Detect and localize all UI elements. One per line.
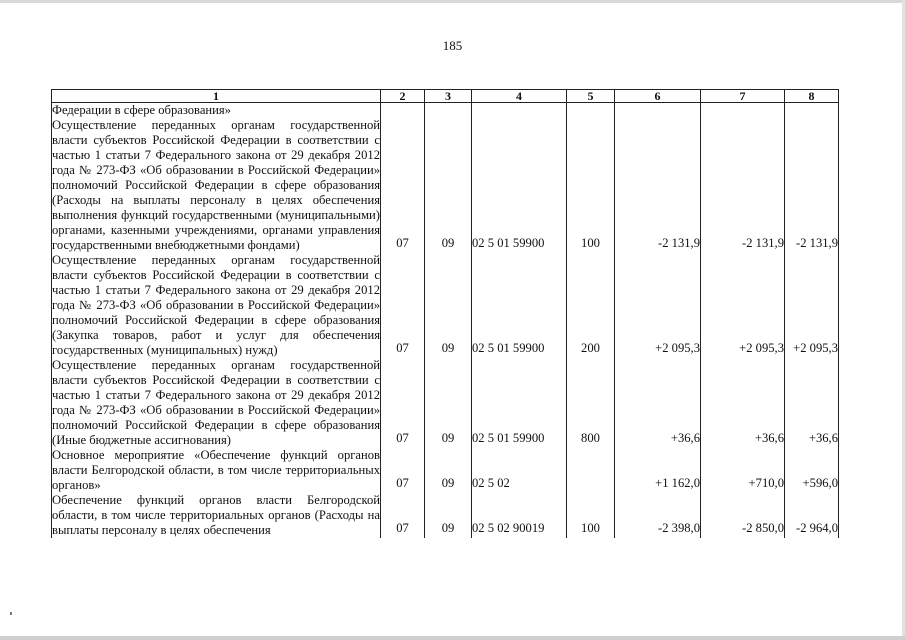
row-section bbox=[381, 103, 425, 119]
row-amount-year3: -2 964,0 bbox=[785, 493, 839, 538]
row-target-article: 02 5 02 90019 bbox=[472, 493, 567, 538]
row-amount-year3 bbox=[785, 103, 839, 119]
scan-edge-top bbox=[0, 0, 905, 3]
scan-mark bbox=[10, 612, 12, 615]
table-row bbox=[52, 103, 839, 119]
row-description: Осуществление переданных органам государственной власти субъектов Российской Федерации в соответствии с частью 1 статьи 7 Федерального закона от 29 декабря 2012 года № 273-ФЗ «Об образовании в Российской Федерации» полномочий Российской Федерации в сфере образования (Иные бюджетные ассигнования) bbox=[52, 358, 380, 447]
row-target-article bbox=[472, 103, 567, 119]
row-amount-year3: +2 095,3 bbox=[785, 253, 839, 358]
row-subsection: 09 bbox=[425, 358, 472, 448]
row-section: 07 bbox=[381, 253, 425, 358]
row-description: Осуществление переданных органам государственной власти субъектов Российской Федерации в соответствии с частью 1 статьи 7 Федерального закона от 29 декабря 2012 года № 273-ФЗ «Об образовании в Российской Федерации» полномочий Российской Федерации в сфере образования (Закупка товаров, работ и услуг для обеспечения государственных (муниципальных) нужд) bbox=[52, 253, 380, 357]
header-col-6: 6 bbox=[615, 90, 701, 103]
row-section: 07 bbox=[381, 493, 425, 538]
row-section: 07 bbox=[381, 118, 425, 253]
page-number: 185 bbox=[442, 38, 463, 53]
row-expense-type bbox=[567, 103, 615, 119]
header-row bbox=[52, 90, 839, 103]
row-description: Федерации в сфере образования» bbox=[52, 103, 381, 119]
row-amount-year2: +710,0 bbox=[701, 448, 785, 493]
row-amount-year3: +36,6 bbox=[785, 358, 839, 448]
budget-table bbox=[51, 89, 839, 538]
row-expense-type bbox=[567, 448, 615, 493]
row-section: 07 bbox=[381, 448, 425, 493]
row-subsection bbox=[425, 103, 472, 119]
row-subsection: 09 bbox=[425, 448, 472, 493]
row-description: Основное мероприятие «Обеспечение функций органов власти Белгородской области, в том числе территориальных органов» bbox=[52, 448, 380, 492]
row-expense-type: 100 bbox=[567, 118, 615, 253]
row-amount-year2: -2 850,0 bbox=[701, 493, 785, 538]
header-col-8: 8 bbox=[785, 90, 839, 103]
row-subsection: 09 bbox=[425, 253, 472, 358]
row-amount-year2: -2 131,9 bbox=[701, 118, 785, 253]
row-subsection: 09 bbox=[425, 118, 472, 253]
header-col-7: 7 bbox=[701, 90, 785, 103]
header-col-3: 3 bbox=[425, 90, 472, 103]
row-subsection: 09 bbox=[425, 493, 472, 538]
row-expense-type: 200 bbox=[567, 253, 615, 358]
row-target-article: 02 5 01 59900 bbox=[472, 253, 567, 358]
table-row bbox=[52, 493, 839, 538]
table-row bbox=[52, 118, 839, 253]
scan-edge-bottom bbox=[0, 636, 905, 640]
row-target-article: 02 5 01 59900 bbox=[472, 358, 567, 448]
row-description: Осуществление переданных органам государственной власти субъектов Российской Федерации в соответствии с частью 1 статьи 7 Федерального закона от 29 декабря 2012 года № 273-ФЗ «Об образовании в Российской Федерации» полномочий Российской Федерации в сфере образования (Расходы на выплаты персоналу в целях обеспечения выполнения функций государственными (муниципальными) органами, казенными учреждениями, органами управления государственными внебюджетными фондами) bbox=[52, 118, 380, 252]
row-description: Обеспечение функций органов власти Белгородской области, в том числе территориальных органов (Расходы на выплаты персоналу в целях обеспечения bbox=[52, 493, 380, 537]
row-expense-type: 800 bbox=[567, 358, 615, 448]
row-amount-year3: +596,0 bbox=[785, 448, 839, 493]
row-amount-year1: -2 398,0 bbox=[615, 493, 701, 538]
table-row bbox=[52, 358, 839, 448]
row-amount-year1 bbox=[615, 103, 701, 119]
row-section: 07 bbox=[381, 358, 425, 448]
row-amount-year1: +2 095,3 bbox=[615, 253, 701, 358]
header-col-1: 1 bbox=[52, 90, 381, 103]
row-amount-year1: -2 131,9 bbox=[615, 118, 701, 253]
row-target-article: 02 5 01 59900 bbox=[472, 118, 567, 253]
row-amount-year1: +1 162,0 bbox=[615, 448, 701, 493]
row-amount-year1: +36,6 bbox=[615, 358, 701, 448]
header-col-4: 4 bbox=[472, 90, 567, 103]
row-amount-year2 bbox=[701, 103, 785, 119]
table-row bbox=[52, 448, 839, 493]
row-amount-year2: +36,6 bbox=[701, 358, 785, 448]
table-row bbox=[52, 253, 839, 358]
row-expense-type: 100 bbox=[567, 493, 615, 538]
row-target-article: 02 5 02 bbox=[472, 448, 567, 493]
header-col-5: 5 bbox=[567, 90, 615, 103]
row-amount-year3: -2 131,9 bbox=[785, 118, 839, 253]
header-col-2: 2 bbox=[381, 90, 425, 103]
row-amount-year2: +2 095,3 bbox=[701, 253, 785, 358]
